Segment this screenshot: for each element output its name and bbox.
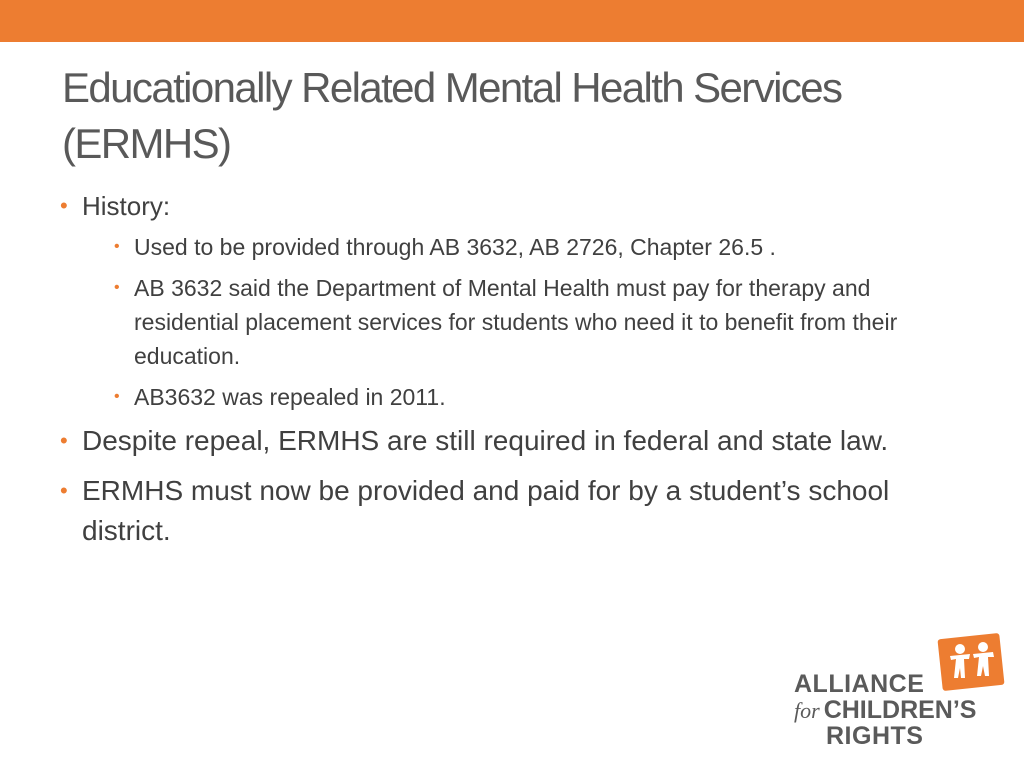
slide-title: Educationally Related Mental Health Services (ERMHS) [62, 64, 842, 167]
sub-bullet-text: Used to be provided through AB 3632, AB 2726, Chapter 26.5 . [134, 234, 776, 260]
bullet-repeal-text: Despite repeal, ERMHS are still required in federal and state law. [82, 425, 889, 456]
logo-children-line [794, 696, 976, 725]
logo-alliance-text: ALLIANCE [794, 670, 925, 698]
bullet-repeal [60, 421, 960, 461]
bullet-dot-icon: • [60, 478, 68, 503]
logo-rights-text: RIGHTS [826, 722, 924, 750]
children-figures-icon [936, 632, 1006, 692]
bullet-history-label: History: [82, 191, 171, 221]
history-sub-list [114, 230, 960, 414]
bullet-list [60, 188, 960, 551]
logo-for-text: for [794, 698, 820, 723]
top-accent-bar [0, 0, 1024, 42]
sub-bullet [114, 380, 960, 414]
slide-body [60, 188, 960, 561]
bullet-district [60, 471, 960, 551]
bullet-dot-icon: • [114, 279, 120, 296]
alliance-logo [792, 630, 1012, 750]
bullet-dot-icon: • [60, 428, 68, 453]
bullet-history [60, 188, 960, 414]
logo-childrens-text: CHILDREN’S [823, 696, 977, 724]
sub-bullet-text: AB3632 was repealed in 2011. [134, 384, 446, 410]
sub-bullet [114, 230, 960, 264]
sub-bullet [114, 271, 960, 373]
sub-bullet-text: AB 3632 said the Department of Mental Health must pay for therapy and residential placement services for students who need it to benefit from their education. [134, 275, 898, 369]
bullet-district-text: ERMHS must now be provided and paid for by a student’s school district. [82, 475, 890, 546]
bullet-dot-icon: • [114, 238, 120, 255]
bullet-dot-icon: • [60, 193, 68, 218]
bullet-dot-icon: • [114, 388, 120, 405]
